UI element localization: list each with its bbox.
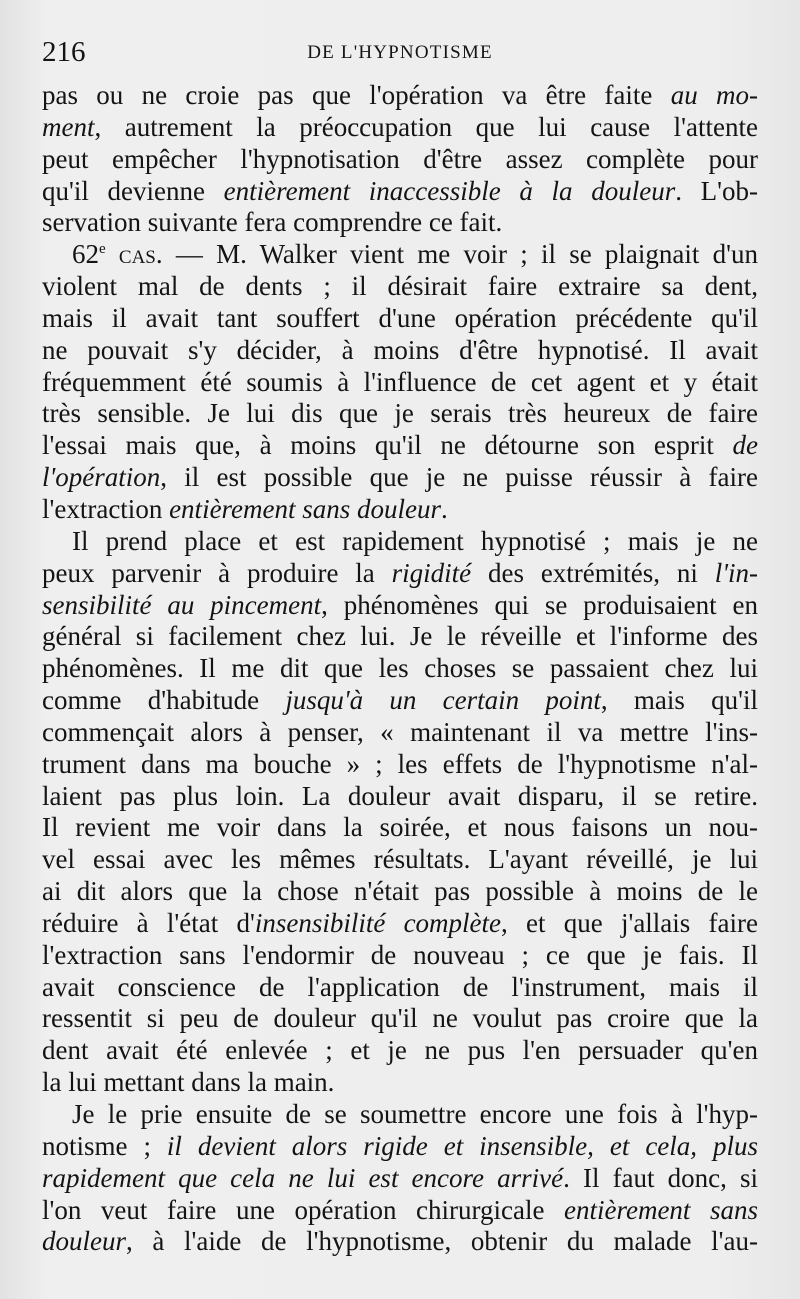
text-line-8: mais il avait tant souffert d'une opération précédente qu'il xyxy=(42,302,758,333)
text-line-3: peut empêcher l'hypnotisation d'être assez complète pour xyxy=(42,143,758,174)
text-line-35: rapidement que cela ne lui est encore arrivé. Il faut donc, si xyxy=(42,1162,758,1193)
text-line-33: Je le prie ensuite de se soumettre encore une fois à l'hyp- xyxy=(72,1099,758,1129)
text-line-15: Il prend place et est rapidement hypnotisé ; mais je ne xyxy=(72,525,758,556)
text-line-20: comme d'habitude jusqu'à un certain point, mais qu'il xyxy=(42,685,758,716)
text-line-27: réduire à l'état d'insensibilité complète, et que j'allais faire xyxy=(42,907,758,938)
text-line-17: sensibilité au pincement, phénomènes qui se produisaient en xyxy=(42,589,758,620)
page-number: 216 xyxy=(42,36,86,68)
text-line-25: vel essai avec les mêmes résultats. L'ayant réveillé, je lui xyxy=(42,844,758,875)
text-line-19: phénomènes. Il me dit que les choses se passaient chez lui xyxy=(42,653,758,684)
body-text xyxy=(42,80,758,1258)
text-line-32: la lui mettant dans la main. xyxy=(42,1067,335,1098)
text-line-1: pas ou ne croie pas que l'opération va être faite au mo- xyxy=(42,80,758,110)
text-line-28: l'extraction sans l'endormir de nouveau ; ce que je fais. Il xyxy=(42,939,758,970)
text-line-2: ment, autrement la préoccupation que lui cause l'attente xyxy=(42,111,758,142)
text-line-12: l'essai mais que, à moins qu'il ne détourne son esprit de xyxy=(42,430,758,461)
running-head xyxy=(42,36,758,72)
text-line-18: général si facilement chez lui. Je le réveille et l'informe des xyxy=(42,621,758,652)
text-line-14: l'extraction entièrement sans douleur. xyxy=(42,493,448,524)
text-line-34: notisme ; il devient alors rigide et insensible, et cela, plus xyxy=(42,1130,758,1161)
text-line-13: l'opération, il est possible que je ne puisse réussir à faire xyxy=(42,462,758,493)
text-line-31: dent avait été enlevée ; et je ne pus l'en persuader qu'en xyxy=(42,1035,758,1066)
text-line-5: servation suivante fera comprendre ce fait. xyxy=(42,207,503,238)
text-line-9: ne pouvait s'y décider, à moins d'être hypnotisé. Il avait xyxy=(42,334,758,365)
text-line-11: très sensible. Je lui dis que je serais très heureux de faire xyxy=(42,398,758,429)
text-line-10: fréquemment été soumis à l'influence de cet agent et y était xyxy=(42,366,758,397)
text-line-7: violent mal de dents ; il désirait faire extraire sa dent, xyxy=(42,271,758,302)
text-line-21: commençait alors à penser, « maintenant il va mettre l'ins- xyxy=(42,716,758,747)
text-line-4: qu'il devienne entièrement inaccessible à la douleur. L'ob- xyxy=(42,175,758,206)
text-line-36: l'on veut faire une opération chirurgicale entièrement sans xyxy=(42,1194,758,1225)
text-line-22: trument dans ma bouche » ; les effets de l'hypnotisme n'al- xyxy=(42,748,758,779)
text-line-30: ressentit si peu de douleur qu'il ne voulut pas croire que la xyxy=(42,1003,758,1034)
text-line-6: 62e cas. — M. Walker vient me voir ; il se plaignait d'un xyxy=(72,239,758,270)
text-line-37: douleur, à l'aide de l'hypnotisme, obtenir du malade l'au- xyxy=(42,1226,758,1257)
text-line-16: peux parvenir à produire la rigidité des extrémités, ni l'in- xyxy=(42,557,758,588)
text-line-23: laient pas plus loin. La douleur avait disparu, il se retire. xyxy=(42,780,758,811)
running-title: DE L'HYPNOTISME xyxy=(307,42,493,63)
text-line-29: avait conscience de l'application de l'instrument, mais il xyxy=(42,971,758,1002)
text-line-26: ai dit alors que la chose n'était pas possible à moins de le xyxy=(42,876,758,907)
text-line-24: Il revient me voir dans la soirée, et nous faisons un nou- xyxy=(42,812,758,843)
